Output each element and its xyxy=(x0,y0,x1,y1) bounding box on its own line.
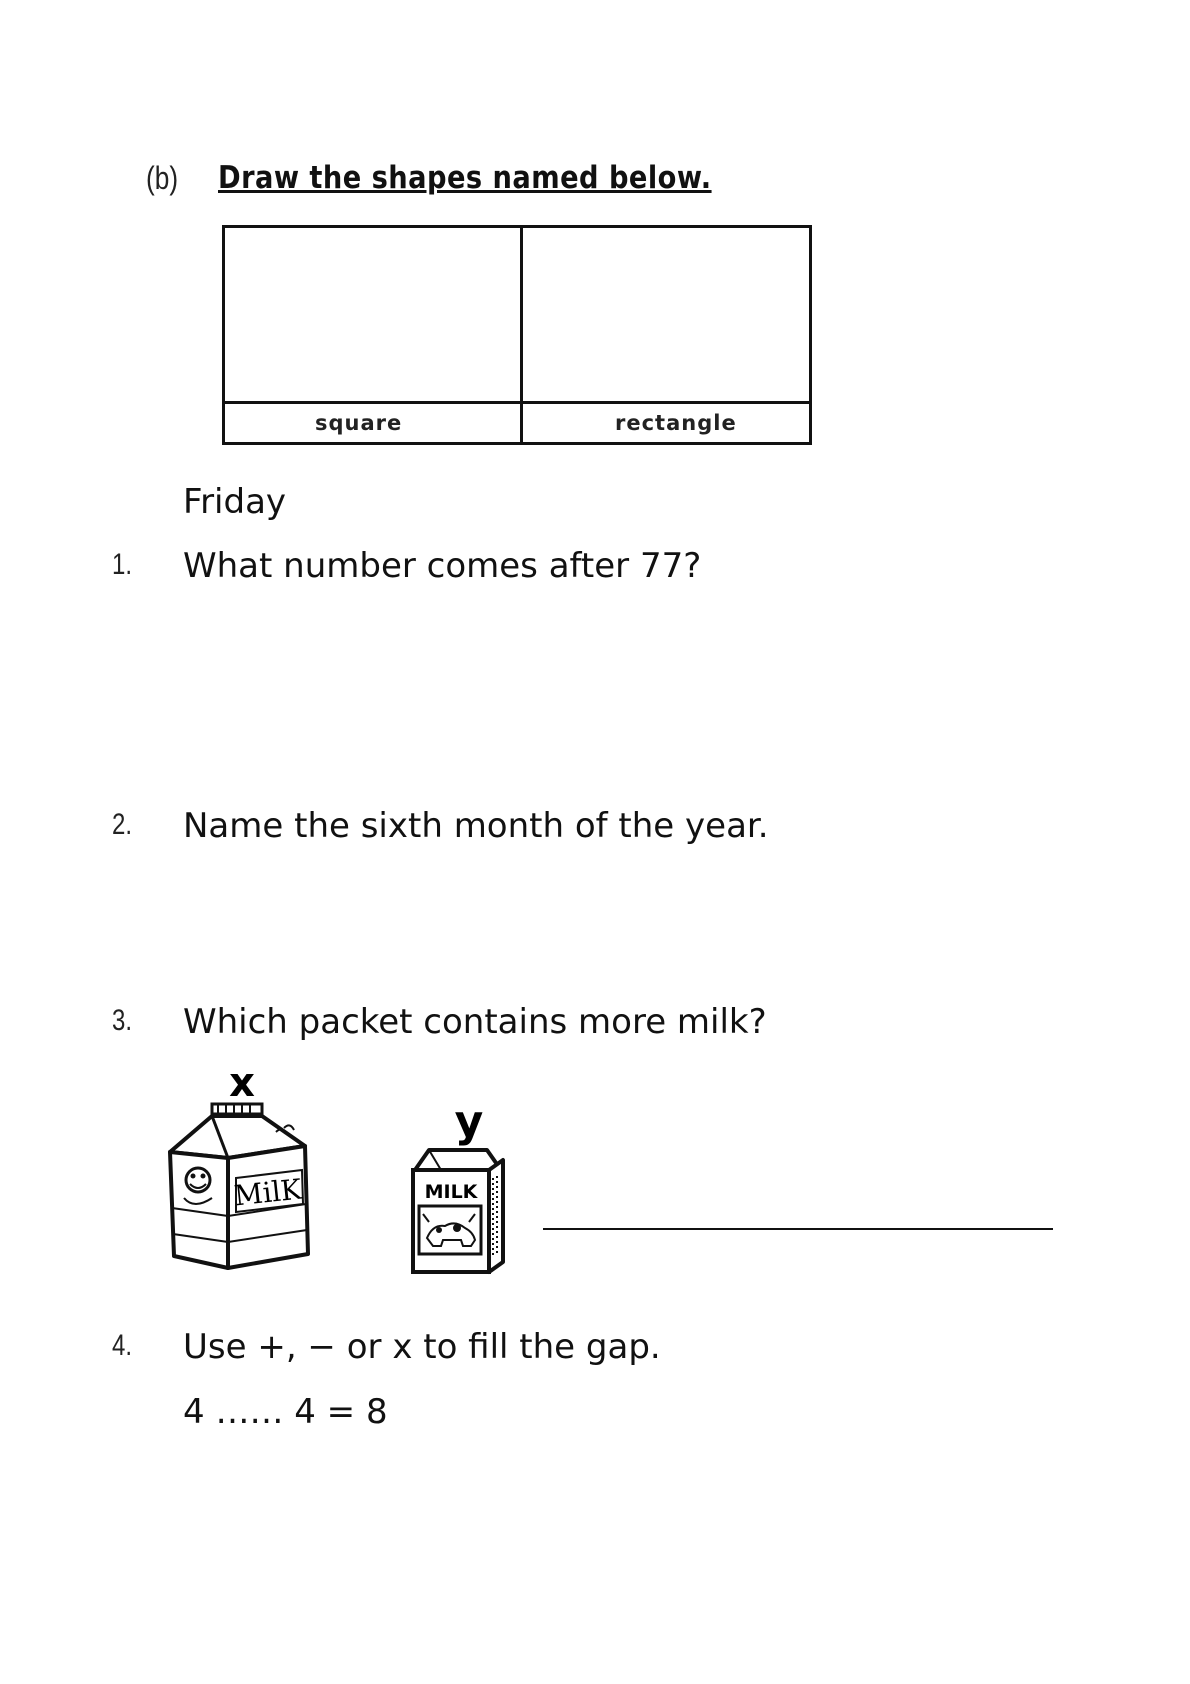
milk-carton-large-icon xyxy=(160,1058,320,1278)
table-divider-horizontal xyxy=(225,401,809,404)
question-text: Name the sixth month of the year. xyxy=(183,806,769,846)
question-text: What number comes after 77? xyxy=(183,546,702,586)
question-number: 1. xyxy=(112,548,133,581)
question-number: 4. xyxy=(112,1329,133,1362)
equation[interactable]: 4 …… 4 = 8 xyxy=(183,1392,388,1432)
carton-x-label: MilK xyxy=(232,1172,304,1213)
question-text: Use +, − or x to fill the gap. xyxy=(183,1327,661,1367)
answer-line[interactable] xyxy=(543,1228,1053,1230)
day-heading: Friday xyxy=(183,482,287,522)
carton-y-label: MILK xyxy=(424,1181,478,1203)
rectangle-label: rectangle xyxy=(615,411,737,435)
square-label: square xyxy=(315,411,403,435)
question-number: 2. xyxy=(112,808,133,841)
question-text: Which packet contains more milk? xyxy=(183,1002,767,1042)
square-drawing-area[interactable] xyxy=(225,228,520,401)
part-label: (b) xyxy=(146,160,179,196)
table-divider-vertical xyxy=(520,228,523,442)
shape-drawing-table xyxy=(222,225,812,445)
packet-tag-x: x xyxy=(229,1060,255,1106)
packet-tag-y: y xyxy=(454,1098,484,1147)
rectangle-drawing-area[interactable] xyxy=(523,228,812,401)
question-number: 3. xyxy=(112,1004,133,1037)
instruction-heading: Draw the shapes named below. xyxy=(218,160,712,196)
milk-carton-small-icon xyxy=(405,1098,510,1278)
